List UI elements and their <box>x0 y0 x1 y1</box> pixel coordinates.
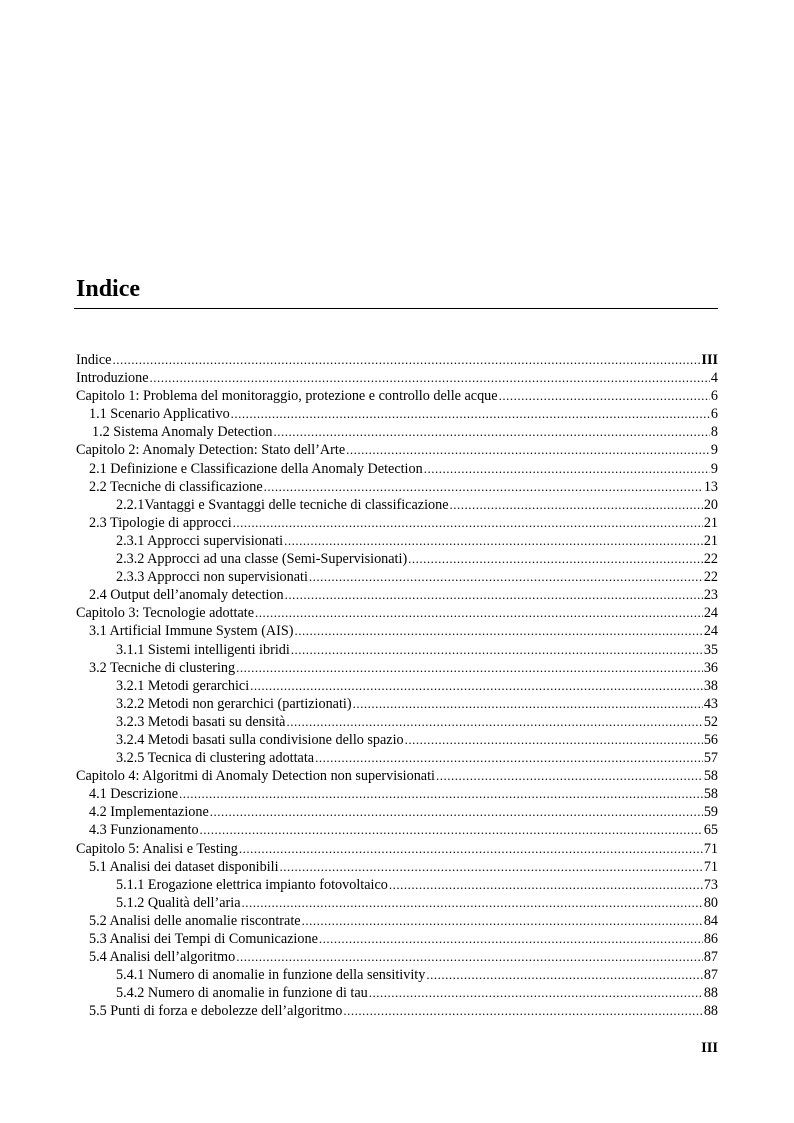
toc-entry-page: 35 <box>703 641 718 658</box>
table-of-contents <box>76 351 718 1020</box>
toc-dot-leader <box>233 514 703 532</box>
toc-entry[interactable] <box>76 713 718 731</box>
toc-dot-leader <box>291 641 703 659</box>
toc-entry-title: Indice <box>76 352 112 368</box>
toc-entry-page: 57 <box>703 750 718 767</box>
toc-entry[interactable] <box>76 604 718 622</box>
toc-entry[interactable] <box>76 478 718 496</box>
toc-dot-leader <box>273 423 709 441</box>
toc-entry-title: 3.1 Artificial Immune System (AIS) <box>89 623 294 640</box>
toc-entry-title: 5.4 Analisi dell’algoritmo <box>89 949 236 966</box>
toc-entry-page: 88 <box>703 1003 718 1020</box>
toc-entry-title: 2.3.3 Approcci non supervisionati <box>116 569 308 586</box>
toc-entry[interactable] <box>76 441 718 459</box>
toc-entry[interactable] <box>76 930 718 948</box>
toc-entry[interactable] <box>76 641 718 659</box>
toc-entry-title: 5.1.1 Erogazione elettrica impianto fotovoltaico <box>116 876 388 893</box>
toc-entry-page: 4 <box>710 370 718 387</box>
toc-dot-leader <box>426 966 703 984</box>
toc-entry-title: 3.2 Tecniche di clustering <box>89 659 236 676</box>
toc-entry-page: III <box>701 352 718 368</box>
toc-dot-leader <box>236 659 703 677</box>
toc-entry-page: 22 <box>703 569 718 586</box>
page-title: Indice <box>76 276 141 302</box>
toc-dot-leader <box>255 604 703 622</box>
toc-dot-leader <box>408 550 703 568</box>
toc-dot-leader <box>236 948 703 966</box>
toc-entry-page: 59 <box>703 804 718 821</box>
toc-entry[interactable] <box>76 821 718 839</box>
toc-entry[interactable] <box>76 984 718 1002</box>
toc-entry[interactable] <box>76 731 718 749</box>
toc-dot-leader <box>239 840 703 858</box>
toc-entry[interactable] <box>76 568 718 586</box>
toc-entry-page: 56 <box>703 731 718 748</box>
toc-dot-leader <box>295 622 703 640</box>
toc-entry[interactable] <box>76 695 718 713</box>
toc-dot-leader <box>436 767 703 785</box>
toc-entry[interactable] <box>76 966 718 984</box>
toc-dot-leader <box>285 586 703 604</box>
toc-entry[interactable] <box>76 876 718 894</box>
toc-entry-page: 87 <box>703 967 718 984</box>
toc-entry-page: 6 <box>710 388 718 405</box>
toc-dot-leader <box>231 405 710 423</box>
toc-entry-title: 3.1.1 Sistemi intelligenti ibridi <box>116 641 290 658</box>
toc-dot-leader <box>353 695 703 713</box>
toc-entry-title: 2.3.2 Approcci ad una classe (Semi-Supervisionati) <box>116 551 408 568</box>
toc-entry-title: Capitolo 1: Problema del monitoraggio, protezione e controllo delle acque <box>76 388 498 405</box>
toc-dot-leader <box>280 858 703 876</box>
toc-dot-leader <box>424 460 710 478</box>
toc-entry-page: 9 <box>710 460 718 477</box>
toc-entry[interactable] <box>76 749 718 767</box>
toc-entry-page: 71 <box>703 858 718 875</box>
toc-entry-page: 20 <box>703 496 718 513</box>
toc-entry-page: 80 <box>703 894 718 911</box>
toc-entry-title: 5.3 Analisi dei Tempi di Comunicazione <box>89 931 318 947</box>
toc-entry-title: 2.2.1Vantaggi e Svantaggi delle tecniche di classificazione <box>116 496 449 513</box>
toc-entry-title: Introduzione <box>76 370 149 387</box>
toc-entry-page: 8 <box>710 424 718 441</box>
toc-entry-page: 21 <box>703 514 718 531</box>
toc-entry[interactable] <box>76 1002 718 1020</box>
toc-entry-page: 58 <box>703 768 718 785</box>
toc-entry-title: Capitolo 2: Anomaly Detection: Stato dell’Arte <box>76 442 346 459</box>
toc-entry-title: 5.5 Punti di forza e debolezze dell’algoritmo <box>89 1003 343 1020</box>
toc-dot-leader <box>405 731 703 749</box>
toc-entry-title: 5.4.2 Numero di anomalie in funzione di tau <box>116 985 368 1002</box>
toc-entry-page: 24 <box>703 623 718 640</box>
title-divider <box>74 308 718 309</box>
toc-entry[interactable] <box>76 785 718 803</box>
toc-entry-page: 43 <box>703 695 718 712</box>
page-number: III <box>701 1040 718 1056</box>
toc-entry-page: 86 <box>703 931 718 947</box>
toc-entry[interactable] <box>76 948 718 966</box>
toc-dot-leader <box>499 387 710 405</box>
toc-entry-page: 88 <box>703 985 718 1002</box>
toc-entry[interactable] <box>76 496 718 514</box>
toc-entry-title: 2.2 Tecniche di classificazione <box>89 478 263 495</box>
toc-entry[interactable] <box>76 460 718 478</box>
toc-dot-leader <box>242 894 703 912</box>
toc-entry-title: Capitolo 3: Tecnologie adottate <box>76 605 255 622</box>
toc-entry-page: 65 <box>703 822 718 839</box>
toc-entry[interactable] <box>76 894 718 912</box>
toc-entry-title: 3.2.1 Metodi gerarchici <box>116 677 250 694</box>
toc-entry-title: Capitolo 5: Analisi e Testing <box>76 840 238 857</box>
toc-entry-title: 4.3 Funzionamento <box>89 822 199 839</box>
toc-entry-title: 5.4.1 Numero di anomalie in funzione della sensitivity <box>116 967 426 984</box>
toc-entry-page: 23 <box>703 587 718 604</box>
toc-entry-page: 24 <box>703 605 718 622</box>
toc-entry-page: 73 <box>703 876 718 893</box>
toc-entry[interactable] <box>76 405 718 423</box>
toc-entry-page: 52 <box>703 713 718 730</box>
toc-entry[interactable] <box>76 550 718 568</box>
toc-entry[interactable] <box>76 858 718 876</box>
toc-dot-leader <box>286 713 702 731</box>
toc-entry-title: 4.1 Descrizione <box>89 786 179 803</box>
toc-entry[interactable] <box>76 369 718 387</box>
toc-entry-title: 2.1 Definizione e Classificazione della Anomaly Detection <box>89 460 423 477</box>
toc-dot-leader <box>210 803 703 821</box>
toc-entry[interactable] <box>76 532 718 550</box>
toc-entry-page: 38 <box>703 677 718 694</box>
toc-entry-title: 5.1.2 Qualità dell’aria <box>116 894 241 911</box>
toc-dot-leader <box>315 749 703 767</box>
toc-entry-title: 5.1 Analisi dei dataset disponibili <box>89 858 279 875</box>
toc-entry[interactable] <box>76 423 718 441</box>
toc-entry-title: 1.1 Scenario Applicativo <box>89 406 230 423</box>
toc-entry-title: 3.2.3 Metodi basati su densità <box>116 713 286 730</box>
toc-dot-leader <box>450 496 703 514</box>
toc-entry[interactable] <box>76 387 718 405</box>
toc-entry[interactable] <box>76 659 718 677</box>
toc-dot-leader <box>200 821 703 839</box>
toc-dot-leader <box>369 984 703 1002</box>
toc-entry[interactable] <box>76 514 718 532</box>
toc-entry[interactable] <box>76 803 718 821</box>
toc-entry-title: 5.2 Analisi delle anomalie riscontrate <box>89 912 301 929</box>
toc-entry[interactable] <box>76 586 718 604</box>
toc-entry-title: 3.2.5 Tecnica di clustering adottata <box>116 750 315 767</box>
toc-entry[interactable] <box>76 351 718 369</box>
toc-dot-leader <box>309 568 703 586</box>
toc-dot-leader <box>264 478 703 496</box>
toc-dot-leader <box>284 532 703 550</box>
toc-entry-title: Capitolo 4: Algoritmi di Anomaly Detection non supervisionati <box>76 768 435 785</box>
toc-entry-page: 36 <box>703 659 718 676</box>
toc-dot-leader <box>179 785 703 803</box>
toc-entry-title: 2.3 Tipologie di approcci <box>89 514 232 531</box>
toc-entry-title: 3.2.4 Metodi basati sulla condivisione dello spazio <box>116 731 404 748</box>
toc-entry[interactable] <box>76 767 718 785</box>
toc-entry[interactable] <box>76 622 718 640</box>
toc-entry-page: 87 <box>703 949 718 966</box>
toc-dot-leader <box>302 912 703 930</box>
toc-entry-title: 1.2 Sistema Anomaly Detection <box>92 424 273 441</box>
toc-entry[interactable] <box>76 677 718 695</box>
toc-entry[interactable] <box>76 840 718 858</box>
toc-dot-leader <box>389 876 703 894</box>
toc-entry[interactable] <box>76 912 718 930</box>
toc-entry-title: 2.4 Output dell’anomaly detection <box>89 587 284 604</box>
toc-dot-leader <box>150 369 710 387</box>
toc-entry-title: 2.3.1 Approcci supervisionati <box>116 532 284 549</box>
toc-dot-leader <box>346 441 710 459</box>
toc-entry-page: 9 <box>710 442 718 459</box>
toc-entry-page: 58 <box>703 786 718 803</box>
toc-dot-leader <box>250 677 703 695</box>
toc-entry-page: 84 <box>703 912 718 929</box>
toc-entry-title: 3.2.2 Metodi non gerarchici (partizionati) <box>116 695 352 712</box>
toc-entry-page: 22 <box>703 551 718 568</box>
toc-entry-page: 13 <box>703 478 718 495</box>
toc-entry-page: 6 <box>710 406 718 423</box>
toc-dot-leader <box>319 930 703 948</box>
toc-dot-leader <box>112 351 700 369</box>
toc-entry-title: 4.2 Implementazione <box>89 804 209 821</box>
toc-entry-page: 71 <box>703 840 718 857</box>
toc-dot-leader <box>343 1002 702 1020</box>
toc-entry-page: 21 <box>703 532 718 549</box>
